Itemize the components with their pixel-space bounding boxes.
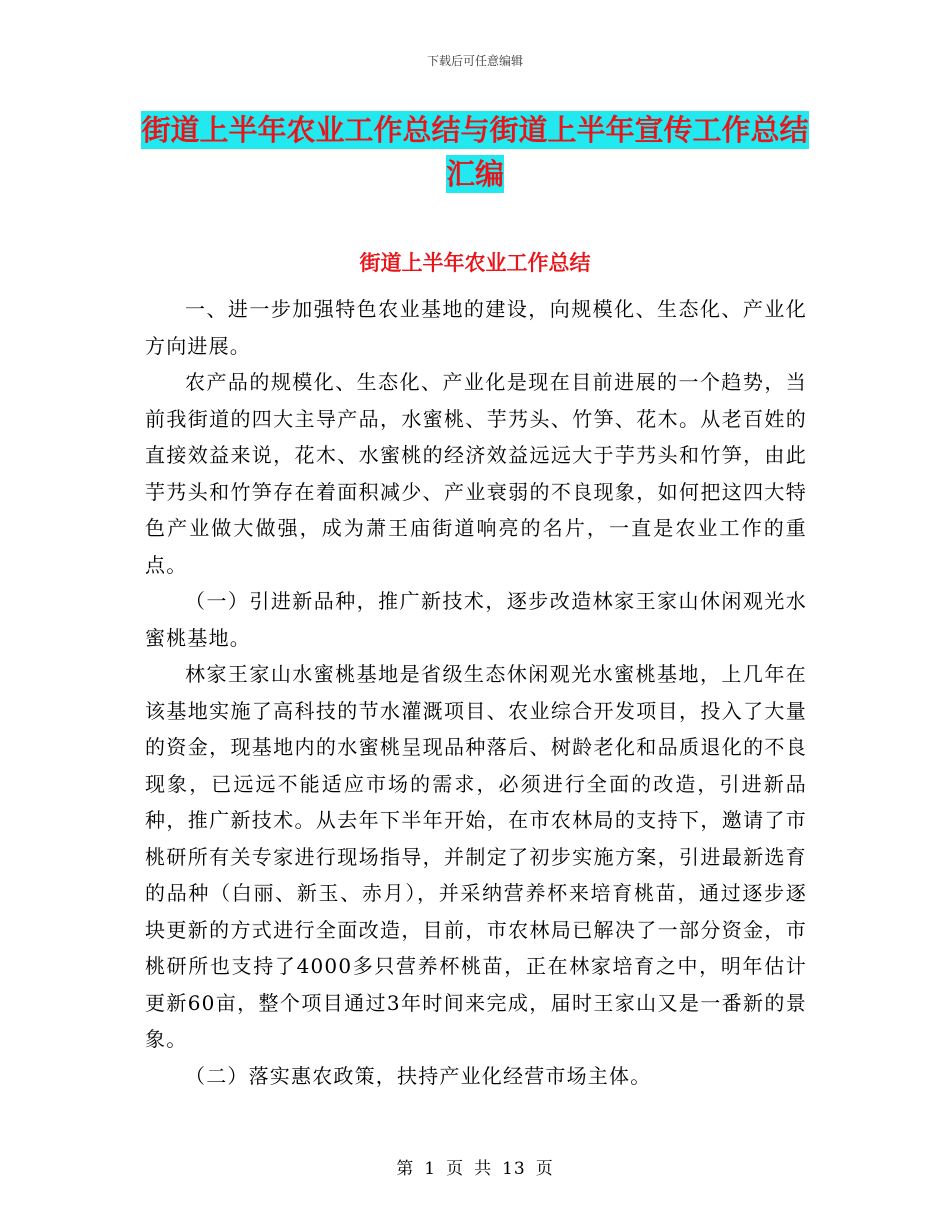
- page-label-prefix: 第: [396, 1159, 415, 1179]
- page-footer: [0, 1154, 950, 1179]
- document-title-line2: 汇编: [445, 157, 504, 191]
- paragraph: 林家王家山水蜜桃基地是省级生态休闲观光水蜜桃基地，上几年在该基地实施了高科技的节水灌溉项目、农业综合开发项目，投入了大量的资金，现基地内的水蜜桃呈现品种落后、树龄老化和品质退化的不良现象，已远远不能适应市场的需求，必须进行全面的改造，引进新品种，推广新技术。从去年下半年开始，在市农林局的支持下，邀请了市桃研所有关专家进行现场指导，并制定了初步实施方案，引进最新选育的品种（白丽、新玉、赤月），并采纳营养杯来培育桃苗，通过逐步逐块更新的方式进行全面改造，目前，市农林局已解决了一部分资金，市桃研所也支持了4000多只营养杯桃苗，正在林家培育之中，明年估计更新60亩，整个项目通过3年时间来完成，届时王家山又是一番新的景象。: [145, 662, 807, 1051]
- page-label-mid: 页: [446, 1159, 465, 1179]
- page-number: 1: [424, 1159, 437, 1179]
- document-title-line1: 街道上半年农业工作总结与街道上半年宣传工作总结: [141, 113, 809, 147]
- page-label-suffix: 页: [535, 1159, 554, 1179]
- paragraph: 农产品的规模化、生态化、产业化是现在目前进展的一个趋势，当前我街道的四大主导产品，水蜜桃、芋艿头、竹笋、花木。从老百姓的直接效益来说，花木、水蜜桃的经济效益远远大于芋艿头和竹笋，由此芋艿头和竹笋存在着面积减少、产业衰弱的不良现象，如何把这四大特色产业做大做强，成为萧王庙街道响亮的名片，一直是农业工作的重点。: [145, 370, 807, 577]
- header-note: 下载后可任意编辑: [426, 54, 523, 68]
- paragraph: （二）落实惠农政策，扶持产业化经营市场主体。: [185, 1063, 652, 1088]
- paragraph: （一）引进新品种，推广新技术，逐步改造林家王家山休闲观光水蜜桃基地。: [145, 589, 807, 650]
- paragraph: 一、进一步加强特色农业基地的建设，向规模化、生态化、产业化方向进展。: [145, 297, 807, 358]
- document-body: [145, 291, 807, 1094]
- section-title: 街道上半年农业工作总结: [359, 251, 591, 275]
- total-pages: 13: [502, 1159, 526, 1179]
- document-title: [0, 108, 950, 196]
- total-label: 共: [474, 1159, 493, 1179]
